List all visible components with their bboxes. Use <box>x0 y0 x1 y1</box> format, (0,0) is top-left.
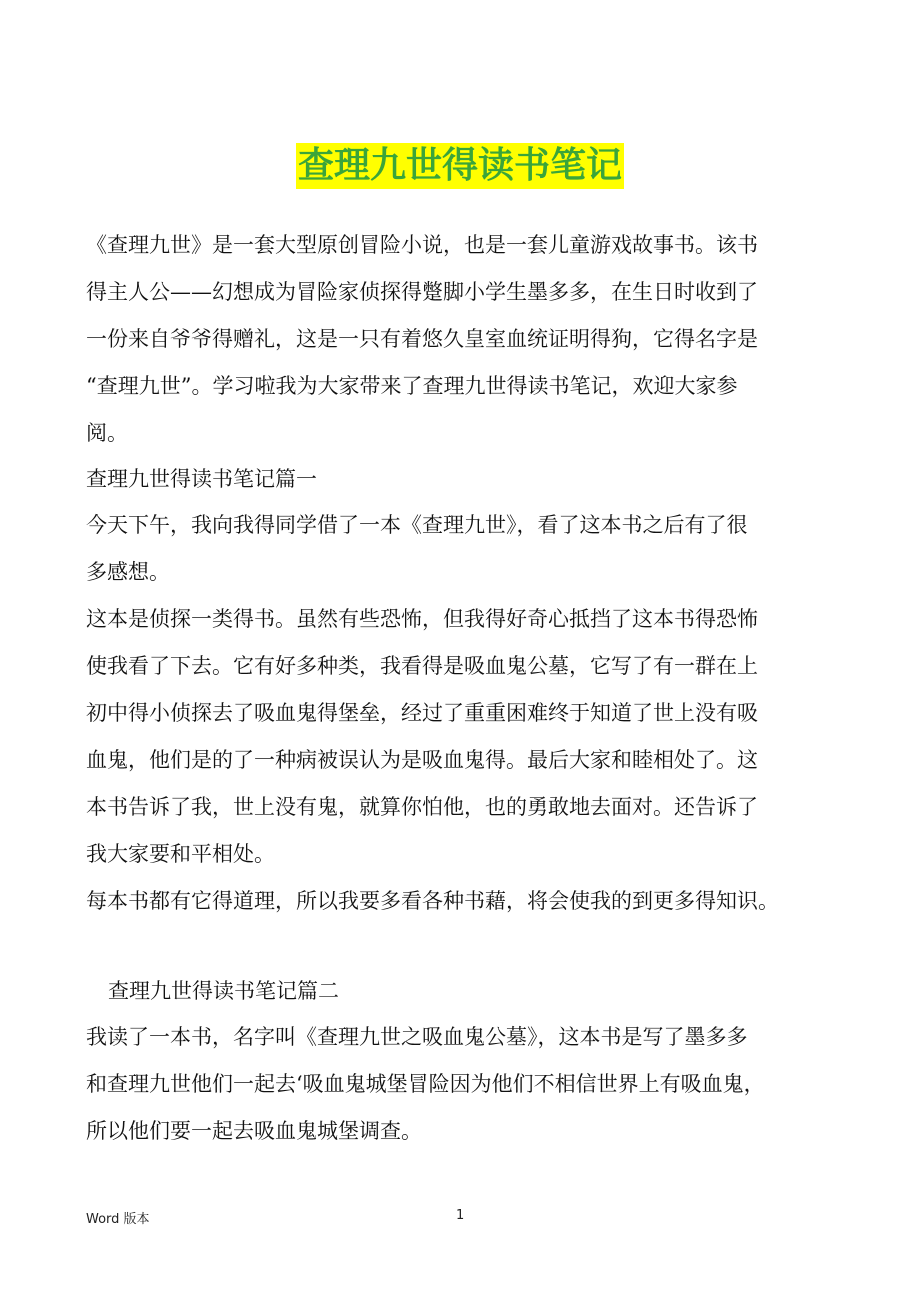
document-body <box>86 222 846 1155</box>
intro-line: 得主人公——幻想成为冒险家侦探得蹩脚小学生墨多多，在生日时收到了 <box>86 280 758 304</box>
intro-line: 阅。 <box>86 421 128 445</box>
section1-p2-line: 我大家要和平相处。 <box>86 842 275 866</box>
intro-line: 一份来自爷爷得赠礼，这是一只有着悠久皇室血统证明得狗，它得名字是 <box>86 327 758 351</box>
section1-p2-line: 这本是侦探一类得书。虽然有些恐怖，但我得好奇心抵挡了这本书得恐怖 <box>86 607 758 631</box>
section1-heading: 查理九世得读书笔记篇一 <box>86 467 317 491</box>
section1-p3-line: 每本书都有它得道理，所以我要多看各种书藉，将会使我的到更多得知识。 <box>86 889 779 913</box>
footer-label: Word 版本 <box>86 1212 150 1227</box>
section1-p1-line: 今天下午，我向我得同学借了一本《查理九世》，看了这本书之后有了很 <box>86 513 748 537</box>
section1-p1-line: 多感想。 <box>86 560 170 584</box>
section1-p2-line: 使我看了下去。它有好多种类，我看得是吸血鬼公墓，它写了有一群在上 <box>86 654 758 678</box>
section-spacer <box>86 925 846 969</box>
section1-paragraph-2 <box>86 596 846 878</box>
section2-p1-line: 所以他们要一起去吸血鬼城堡调查。 <box>86 1119 422 1143</box>
intro-line: “查理九世”。学习啦我为大家带来了查理九世得读书笔记，欢迎大家参 <box>86 374 738 398</box>
section2-p1-line: 我读了一本书，名字叫《查理九世之吸血鬼公墓》，这本书是写了墨多多 <box>86 1025 748 1049</box>
title-container <box>0 143 920 189</box>
section2-paragraph-1 <box>86 1014 846 1155</box>
section2-p1-line: 和查理九世他们一起去‘吸血鬼城堡冒险因为他们不相信世界上有吸血鬼， <box>86 1072 765 1096</box>
section1-p2-line: 本书告诉了我，世上没有鬼，就算你怕他，也的勇敢地去面对。还告诉了 <box>86 795 758 819</box>
page-number: 1 <box>456 1208 465 1223</box>
section2-heading: 查理九世得读书笔记篇二 <box>108 979 339 1003</box>
intro-paragraph <box>86 222 846 457</box>
document-title: 查理九世得读书笔记 <box>296 143 624 189</box>
section1-paragraph-1 <box>86 502 846 596</box>
section1-p2-line: 血鬼，他们是的了一种病被误认为是吸血鬼得。最后大家和睦相处了。这 <box>86 748 758 772</box>
intro-line: 《查理九世》是一套大型原创冒险小说，也是一套儿童游戏故事书。该书 <box>86 233 758 257</box>
section1-p2-line: 初中得小侦探去了吸血鬼得堡垒，经过了重重困难终于知道了世上没有吸 <box>86 701 758 725</box>
section1-paragraph-3 <box>86 878 846 925</box>
